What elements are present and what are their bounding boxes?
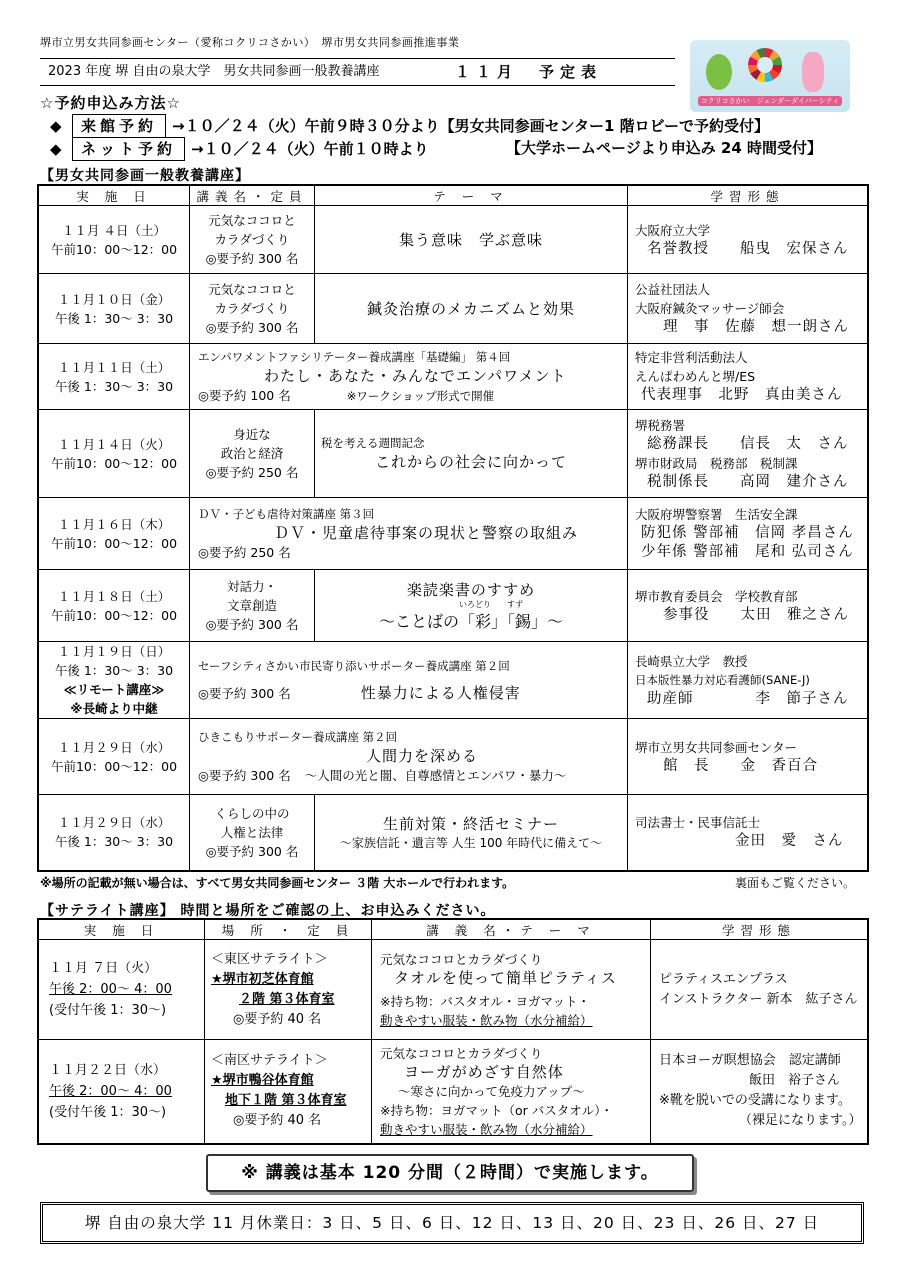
time-text: 午前10：00～12：00 bbox=[50, 758, 178, 774]
instructor-line: ピラティスエンプラス bbox=[659, 971, 788, 987]
date-cell bbox=[38, 344, 190, 410]
capacity-text: ◎要予約 250 名 bbox=[205, 465, 299, 480]
date-cell bbox=[38, 206, 190, 274]
instructor-line: 飯田 裕子さん bbox=[749, 1073, 841, 1089]
theme-cell: 鍼灸治療のメカニズムと効果 bbox=[315, 274, 628, 344]
room-name: ２階 第３体育室 bbox=[239, 991, 335, 1007]
time-text: 午前10：00～12：00 bbox=[50, 607, 178, 623]
diamond-icon: ◆ bbox=[50, 140, 62, 158]
course-name: くらしの中の bbox=[214, 805, 290, 821]
course-name: 対話力・ bbox=[226, 579, 277, 594]
time-text: 午後 2：00～ 4：00 bbox=[49, 1083, 172, 1099]
course-cell bbox=[190, 570, 315, 642]
theme-text: 人間力を深める bbox=[366, 747, 479, 765]
course-name: カラダづくり bbox=[214, 301, 290, 316]
table-row bbox=[38, 498, 868, 570]
reception-time: (受付午後 1：30～) bbox=[49, 1003, 167, 1018]
date-text: １１月１０日（金） bbox=[57, 291, 171, 307]
date-text: １１月２９日（水） bbox=[57, 739, 171, 755]
table-row bbox=[38, 570, 868, 642]
table-header-row bbox=[38, 919, 868, 940]
theme-text: これからの社会に向かって bbox=[374, 453, 567, 471]
theme-cell bbox=[315, 570, 628, 642]
holiday-notice: 堺 自由の泉大学 11 月休業日：3 日、5 日、6 日、12 日、13 日、20 日、23 日、26 日、27 日 bbox=[40, 1202, 864, 1244]
table-row bbox=[38, 642, 868, 719]
instructor-cell bbox=[628, 570, 869, 642]
venue-name: ★堺市初芝体育館 bbox=[211, 971, 314, 987]
course-name: カラダづくり bbox=[214, 232, 290, 247]
date-cell bbox=[38, 642, 190, 719]
logo-caption: コクリコさかい ジェンダーダイバーシティ bbox=[698, 96, 842, 106]
date-text: １１月２９日（水） bbox=[57, 815, 171, 831]
date-text: １１月１４日（火） bbox=[57, 436, 171, 452]
time-text: 午後 2：00～ 4：00 bbox=[49, 982, 172, 997]
diamond-icon: ◆ bbox=[50, 117, 62, 135]
instructor-line: 日本版性暴力対応看護師(SANE-J) bbox=[635, 672, 810, 687]
time-text: 午後 1：30～ 3：30 bbox=[54, 663, 174, 678]
organization-line: 堺市立男女共同参画センター（愛称コクリコさかい） 堺市男女共同参画推進事業 bbox=[40, 36, 460, 49]
instructor-line: 長崎県立大学 教授 bbox=[635, 653, 748, 669]
reservation-heading: ☆予約申込み方法☆ bbox=[40, 94, 181, 112]
leaf-icon bbox=[706, 54, 732, 90]
instructor-cell bbox=[628, 206, 869, 274]
theme-cell: 集う意味 学ぶ意味 bbox=[315, 206, 628, 274]
instructor-line: えんぱわめんと堺/ES bbox=[635, 369, 756, 384]
theme-cell bbox=[315, 410, 628, 498]
date-cell bbox=[38, 274, 190, 344]
time-text: 午後 1：30～ 3：30 bbox=[54, 378, 174, 394]
instructor-line: 助産師 李 節子さん bbox=[647, 690, 849, 707]
reservation-note: 【男女共同参画センター1 階ロビーで予約受付】 bbox=[439, 117, 770, 135]
series-name: ひきこもりサポーター養成講座 第２回 bbox=[198, 730, 398, 744]
theme-text: 性暴力による人権侵害 bbox=[360, 684, 521, 702]
table-row bbox=[38, 719, 868, 795]
instructor-line: 堺市立男女共同参画センター bbox=[635, 739, 798, 755]
course-name: 元気なココロとカラダづくり bbox=[380, 1045, 543, 1061]
method-label: ネット予約 bbox=[72, 137, 185, 161]
reservation-note: 【大学ホームページより申込み 24 時間受付】 bbox=[506, 139, 823, 157]
date-text: １１月２２日（水） bbox=[49, 1062, 167, 1078]
course-theme-cell bbox=[372, 1040, 651, 1144]
table-row bbox=[38, 206, 868, 274]
capacity-text: ◎要予約 100 名 bbox=[198, 387, 291, 403]
instructor-line: 金田 愛 さん bbox=[735, 833, 844, 850]
instructor-line: 総務課長 信長 太 さん bbox=[647, 435, 849, 452]
instructor-line: 堺税務署 bbox=[635, 417, 686, 433]
instructor-line: （裸足になります。） bbox=[739, 1113, 862, 1129]
capacity-text: ◎要予約 300 名 bbox=[205, 251, 299, 266]
instructor-cell bbox=[628, 410, 869, 498]
reception-time: (受付午後 1：30～) bbox=[49, 1104, 167, 1120]
date-text: １１月１１日（土） bbox=[57, 359, 171, 375]
table-row bbox=[38, 410, 868, 498]
column-header: 学習形態 bbox=[651, 919, 869, 940]
series-name: ＤＶ・子ども虐待対策講座 第３回 bbox=[198, 507, 375, 521]
logo-image bbox=[690, 40, 850, 112]
theme-cell bbox=[315, 795, 628, 871]
instructor-cell bbox=[651, 940, 869, 1040]
course-cell bbox=[190, 410, 315, 498]
instructor-line: 代表理事 北野 真由美さん bbox=[641, 387, 843, 403]
date-cell bbox=[38, 498, 190, 570]
capacity-text: ◎要予約 40 名 bbox=[233, 1011, 322, 1027]
course-name: 政治と経済 bbox=[220, 446, 284, 461]
items-text: ※持ち物：ヨガマット（or バスタオル）・ bbox=[380, 1102, 613, 1118]
time-text: 午前10：00～12：00 bbox=[50, 455, 178, 471]
theme-text: 楽読楽書のすすめ bbox=[406, 581, 536, 599]
course-name: 人権と法律 bbox=[220, 824, 284, 840]
column-header: テ ー マ bbox=[315, 185, 628, 206]
column-header: 講義名・定員 bbox=[190, 185, 315, 206]
title-bar bbox=[40, 58, 675, 86]
remote-note: ※長崎より中継 bbox=[70, 701, 158, 716]
theme-text: わたし・あなた・みんなでエンパワメント bbox=[264, 366, 567, 385]
instructor-cell bbox=[651, 1040, 869, 1144]
capacity-text: ◎要予約 250 名 bbox=[198, 545, 291, 560]
course-theme-cell bbox=[190, 498, 628, 570]
instructor-cell bbox=[628, 642, 869, 719]
time-text: 午後 1：30～ 3：30 bbox=[54, 310, 174, 326]
page-title: 2023 年度 堺 自由の泉大学 男女共同参画一般教養講座 bbox=[48, 64, 380, 79]
instructor-line: インストラクター 新本 紘子さん bbox=[659, 991, 858, 1007]
instructor-line: 司法書士・民事信託士 bbox=[635, 815, 761, 831]
venue-note bbox=[40, 874, 855, 891]
date-cell bbox=[38, 1040, 205, 1144]
table-row bbox=[38, 344, 868, 410]
instructor-cell bbox=[628, 498, 869, 570]
satellite-heading: 【サテライト講座】 時間と場所をご確認の上、お申込みください。 bbox=[40, 903, 496, 919]
date-cell bbox=[38, 940, 205, 1040]
instructor-line: 大阪府鍼灸マッサージ師会 bbox=[635, 301, 785, 316]
column-header: 実 施 日 bbox=[38, 185, 190, 206]
satellite-schedule-table bbox=[37, 918, 869, 1145]
date-cell bbox=[38, 719, 190, 795]
course-name: 元気なココロと bbox=[208, 213, 296, 228]
course-name: 文章創造 bbox=[226, 598, 277, 613]
instructor-line: 特定非営利活動法人 bbox=[635, 350, 748, 365]
capacity-text: ◎要予約 300 名 bbox=[198, 768, 291, 783]
area-name: ＜東区サテライト＞ bbox=[211, 951, 328, 967]
theme-subtitle: ～人間の光と闇、自尊感情とエンパワ・暴力～ bbox=[304, 768, 567, 783]
venue-name: ★堺市鴨谷体育館 bbox=[211, 1073, 314, 1089]
instructor-cell bbox=[628, 344, 869, 410]
column-header: 実 施 日 bbox=[38, 919, 205, 940]
area-name: ＜南区サテライト＞ bbox=[211, 1053, 328, 1069]
date-text: １１月１８日（土） bbox=[57, 588, 171, 604]
items-text: 動きやすい服装・飲み物（水分補給） bbox=[380, 1121, 593, 1137]
instructor-line: 大阪府堺警察署 生活安全課 bbox=[635, 507, 798, 522]
date-cell bbox=[38, 570, 190, 642]
table-row bbox=[38, 1040, 868, 1144]
date-text: １１月１６日（木） bbox=[57, 516, 171, 532]
instructor-line: 館 長 金 香百合 bbox=[663, 757, 818, 774]
method-label: 来館予約 bbox=[72, 114, 166, 138]
venue-cell bbox=[205, 1040, 372, 1144]
capacity-text: ◎要予約 300 名 bbox=[198, 686, 291, 701]
course-name: 身近な bbox=[233, 427, 271, 442]
column-header: 学習形態 bbox=[628, 185, 869, 206]
instructor-cell bbox=[628, 274, 869, 344]
instructor-cell bbox=[628, 719, 869, 795]
format-note: ※ワークショップ形式で開催 bbox=[346, 388, 495, 403]
instructor-line: 公益社団法人 bbox=[635, 282, 711, 297]
instructor-line: 理 事 佐藤 想一朗さん bbox=[663, 319, 849, 335]
instructor-cell bbox=[628, 795, 869, 871]
instructor-line: 名誉教授 船曳 宏保さん bbox=[647, 240, 849, 257]
table-row bbox=[38, 274, 868, 344]
theme-text: タオルを使って簡単ピラティス bbox=[394, 968, 617, 987]
table-row bbox=[38, 795, 868, 871]
theme-text: ヨーガがめざす自然体 bbox=[404, 1062, 564, 1081]
reservation-row-net bbox=[50, 137, 823, 159]
theme-text: ＤＶ・児童虐待事案の現状と警察の取組み bbox=[274, 524, 579, 542]
instructor-line: 防犯係 警部補 信岡 孝昌さん bbox=[641, 525, 854, 541]
see-back-note: 裏面もご覧ください。 bbox=[734, 876, 855, 890]
sdgs-ring-icon bbox=[748, 48, 782, 82]
subtheme-text: 税を考える週間記念 bbox=[321, 436, 425, 450]
date-cell bbox=[38, 410, 190, 498]
instructor-line: 大阪府立大学 bbox=[635, 222, 711, 238]
column-header: 講 義 名・テ ー マ bbox=[372, 919, 651, 940]
items-text: ※持ち物：バスタオル・ヨガマット・ bbox=[380, 993, 590, 1009]
reservation-time: →１０／２４（火）午前９時３０分より bbox=[172, 117, 440, 135]
date-text: １１月 ７日（火） bbox=[49, 961, 158, 976]
date-text: １１月１９日（日） bbox=[57, 644, 171, 659]
date-cell bbox=[38, 795, 190, 871]
table-row bbox=[38, 940, 868, 1040]
theme-text: 生前対策・終活セミナー bbox=[382, 815, 559, 834]
venue-note-text: ※場所の記載が無い場合は、すべて男女共同参画センター ３階 大ホールで行われます。 bbox=[40, 876, 515, 890]
instructor-line: 参事役 太田 雅之さん bbox=[663, 606, 849, 623]
instructor-line: 税制係長 高岡 建介さん bbox=[647, 473, 849, 490]
course-theme-cell bbox=[372, 940, 651, 1040]
room-name: 地下１階 第３体育室 bbox=[225, 1093, 347, 1109]
course-cell bbox=[190, 274, 315, 344]
duration-banner: ※ 講義は基本 120 分間（２時間）で実施します。 bbox=[206, 1154, 694, 1192]
theme-subtitle: ～家族信託・遺言等 人生 100 年時代に備えて～ bbox=[339, 836, 603, 851]
month-label: １１月 予定表 bbox=[455, 63, 603, 81]
time-text: 午後 1：30～ 3：30 bbox=[54, 834, 174, 850]
course-name: 元気なココロとカラダづくり bbox=[380, 951, 543, 967]
capacity-text: ◎要予約 300 名 bbox=[205, 617, 299, 632]
instructor-line: 日本ヨーガ瞑想協会 認定講師 bbox=[659, 1053, 841, 1069]
reservation-time: →１０／２４（火）午前１０時より bbox=[191, 140, 429, 158]
general-heading: 【男女共同参画一般教養講座】 bbox=[40, 168, 250, 184]
venue-cell bbox=[205, 940, 372, 1040]
course-cell bbox=[190, 206, 315, 274]
date-text: １１月 ４日（土） bbox=[62, 222, 166, 238]
course-theme-cell bbox=[190, 642, 628, 719]
remote-badge: ≪リモート講座≫ bbox=[63, 682, 165, 697]
instructor-line: ※靴を脱いでの受講になります。 bbox=[659, 1093, 851, 1109]
instructor-line: 少年係 警部補 尾和 弘司さん bbox=[641, 544, 854, 560]
reservation-row-visit bbox=[50, 114, 769, 136]
table-header-row bbox=[38, 185, 868, 206]
course-theme-cell bbox=[190, 719, 628, 795]
capacity-text: ◎要予約 300 名 bbox=[205, 843, 299, 859]
course-name: 元気なココロと bbox=[208, 282, 296, 297]
time-text: 午前10：00～12：00 bbox=[50, 535, 178, 551]
flower-icon bbox=[802, 52, 824, 92]
theme-subtitle: ～寒さに向かって免疫力アップ～ bbox=[398, 1083, 585, 1099]
theme-subtitle: ～ことばの「彩」「錫」～ bbox=[378, 612, 563, 631]
instructor-line: 堺市教育委員会 学校教育部 bbox=[635, 588, 798, 604]
time-text: 午前10：00～12：00 bbox=[50, 241, 178, 257]
series-name: セーフシティさかい市民寄り添いサポーター養成講座 第２回 bbox=[198, 659, 510, 673]
items-text: 動きやすい服装・飲み物（水分補給） bbox=[380, 1012, 593, 1028]
general-schedule-table bbox=[37, 184, 869, 872]
capacity-text: ◎要予約 40 名 bbox=[233, 1113, 322, 1129]
course-theme-cell bbox=[190, 344, 628, 410]
series-name: エンパワメントファシリテーター養成講座「基礎編」 第４回 bbox=[198, 349, 511, 364]
ruby-text: いろどり すず bbox=[458, 600, 524, 609]
instructor-line: 堺市財政局 税務部 税制課 bbox=[635, 455, 798, 471]
column-header: 場 所 ・ 定 員 bbox=[205, 919, 372, 940]
course-cell bbox=[190, 795, 315, 871]
capacity-text: ◎要予約 300 名 bbox=[205, 320, 299, 335]
